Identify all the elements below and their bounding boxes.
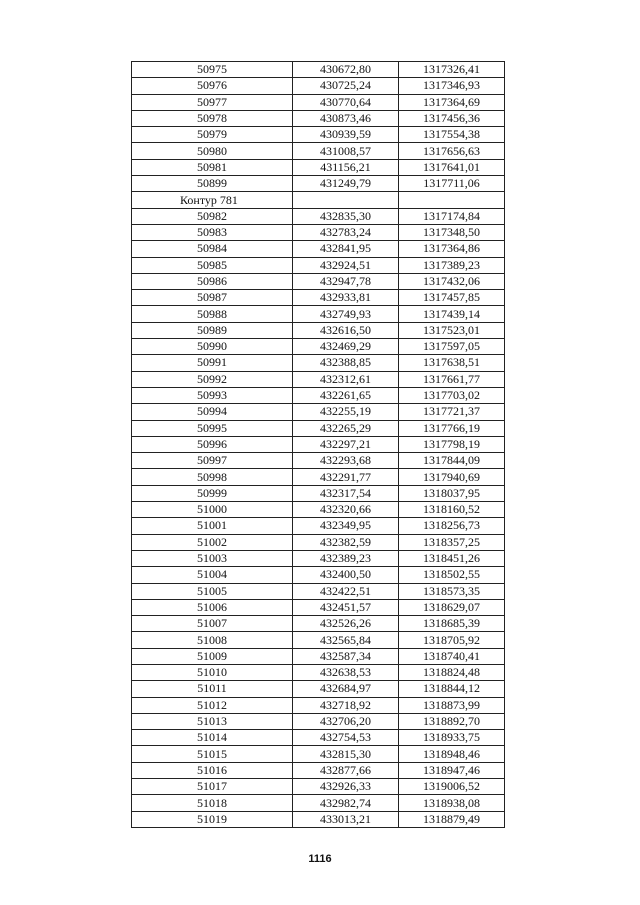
x-coordinate-cell: 432783,24: [293, 224, 399, 240]
table-row: [132, 599, 505, 615]
x-coordinate-cell: 432926,33: [293, 779, 399, 795]
x-coordinate-cell: 432924,51: [293, 257, 399, 273]
y-coordinate-cell: 1318160,52: [399, 502, 505, 518]
point-number-cell: 50980: [132, 143, 293, 159]
x-coordinate-cell: 432451,57: [293, 599, 399, 615]
x-coordinate-cell: 431156,21: [293, 159, 399, 175]
table-row: [132, 208, 505, 224]
y-coordinate-cell: 1317457,85: [399, 290, 505, 306]
coordinates-table-body: [132, 62, 505, 828]
y-coordinate-cell: 1317844,09: [399, 453, 505, 469]
table-row: [132, 143, 505, 159]
x-coordinate-cell: 432312,61: [293, 371, 399, 387]
table-row: [132, 453, 505, 469]
y-coordinate-cell: 1317597,05: [399, 339, 505, 355]
point-number-cell: 51005: [132, 583, 293, 599]
table-row: [132, 241, 505, 257]
x-coordinate-cell: 432265,29: [293, 420, 399, 436]
x-coordinate-cell: 432638,53: [293, 664, 399, 680]
y-coordinate-cell: 1318844,12: [399, 681, 505, 697]
x-coordinate-cell: 432388,85: [293, 355, 399, 371]
x-coordinate-cell: 432587,34: [293, 648, 399, 664]
table-row: [132, 257, 505, 273]
point-number-cell: 50992: [132, 371, 293, 387]
table-row: [132, 664, 505, 680]
x-coordinate-cell: 432382,59: [293, 534, 399, 550]
point-number-cell: 50985: [132, 257, 293, 273]
point-number-cell: 51011: [132, 681, 293, 697]
y-coordinate-cell: 1317346,93: [399, 78, 505, 94]
x-coordinate-cell: 432291,77: [293, 469, 399, 485]
point-number-cell: 51014: [132, 730, 293, 746]
point-number-cell: 51001: [132, 518, 293, 534]
table-row: [132, 697, 505, 713]
point-number-cell: 51002: [132, 534, 293, 550]
point-number-cell: 51019: [132, 811, 293, 827]
table-row: [132, 355, 505, 371]
x-coordinate-cell: 432749,93: [293, 306, 399, 322]
x-coordinate-cell: 432526,26: [293, 616, 399, 632]
table-row: [132, 62, 505, 78]
table-row: [132, 94, 505, 110]
point-number-cell: 50975: [132, 62, 293, 78]
table-row: [132, 176, 505, 192]
table-row: [132, 550, 505, 566]
point-number-cell: 50987: [132, 290, 293, 306]
point-number-cell: 50999: [132, 485, 293, 501]
y-coordinate-cell: 1317326,41: [399, 62, 505, 78]
point-number-cell: 50982: [132, 208, 293, 224]
x-coordinate-cell: 432422,51: [293, 583, 399, 599]
table-row: [132, 273, 505, 289]
table-row: [132, 290, 505, 306]
y-coordinate-cell: 1318573,35: [399, 583, 505, 599]
table-row: [132, 632, 505, 648]
y-coordinate-cell: 1317641,01: [399, 159, 505, 175]
x-coordinate-cell: 432293,68: [293, 453, 399, 469]
y-coordinate-cell: 1317348,50: [399, 224, 505, 240]
point-number-cell: 51009: [132, 648, 293, 664]
point-number-cell: 50994: [132, 404, 293, 420]
x-coordinate-cell: 432616,50: [293, 322, 399, 338]
empty-cell: [293, 192, 399, 208]
y-coordinate-cell: 1317364,69: [399, 94, 505, 110]
point-number-cell: 50977: [132, 94, 293, 110]
table-row: [132, 648, 505, 664]
x-coordinate-cell: 432947,78: [293, 273, 399, 289]
table-row: [132, 224, 505, 240]
x-coordinate-cell: 432706,20: [293, 713, 399, 729]
point-number-cell: 51000: [132, 502, 293, 518]
table-row: [132, 746, 505, 762]
y-coordinate-cell: 1317456,36: [399, 110, 505, 126]
x-coordinate-cell: 431008,57: [293, 143, 399, 159]
y-coordinate-cell: 1317766,19: [399, 420, 505, 436]
y-coordinate-cell: 1318933,75: [399, 730, 505, 746]
y-coordinate-cell: 1317439,14: [399, 306, 505, 322]
x-coordinate-cell: 432754,53: [293, 730, 399, 746]
point-number-cell: 50978: [132, 110, 293, 126]
table-row: [132, 518, 505, 534]
x-coordinate-cell: 430939,59: [293, 127, 399, 143]
table-row: [132, 713, 505, 729]
table-row: [132, 681, 505, 697]
point-number-cell: 50995: [132, 420, 293, 436]
x-coordinate-cell: 433013,21: [293, 811, 399, 827]
table-row: [132, 762, 505, 778]
x-coordinate-cell: 432297,21: [293, 436, 399, 452]
x-coordinate-cell: 432835,30: [293, 208, 399, 224]
y-coordinate-cell: 1318879,49: [399, 811, 505, 827]
table-row: [132, 387, 505, 403]
y-coordinate-cell: 1318451,26: [399, 550, 505, 566]
table-row: [132, 583, 505, 599]
point-number-cell: 50989: [132, 322, 293, 338]
x-coordinate-cell: 430672,80: [293, 62, 399, 78]
y-coordinate-cell: 1318824,48: [399, 664, 505, 680]
y-coordinate-cell: 1318256,73: [399, 518, 505, 534]
x-coordinate-cell: 432982,74: [293, 795, 399, 811]
point-number-cell: 50899: [132, 176, 293, 192]
table-row: [132, 420, 505, 436]
table-row: [132, 779, 505, 795]
point-number-cell: 50984: [132, 241, 293, 257]
y-coordinate-cell: 1317638,51: [399, 355, 505, 371]
point-number-cell: 51010: [132, 664, 293, 680]
point-number-cell: 50990: [132, 339, 293, 355]
x-coordinate-cell: 430770,64: [293, 94, 399, 110]
x-coordinate-cell: 432389,23: [293, 550, 399, 566]
y-coordinate-cell: 1318629,07: [399, 599, 505, 615]
table-row: [132, 616, 505, 632]
empty-cell: [399, 192, 505, 208]
point-number-cell: 50976: [132, 78, 293, 94]
table-row: [132, 811, 505, 827]
point-number-cell: 51004: [132, 567, 293, 583]
table-row: [132, 322, 505, 338]
point-number-cell: 51003: [132, 550, 293, 566]
x-coordinate-cell: 432877,66: [293, 762, 399, 778]
table-row: [132, 469, 505, 485]
y-coordinate-cell: 1318938,08: [399, 795, 505, 811]
table-row: [132, 404, 505, 420]
y-coordinate-cell: 1317940,69: [399, 469, 505, 485]
y-coordinate-cell: 1318892,70: [399, 713, 505, 729]
x-coordinate-cell: 430725,24: [293, 78, 399, 94]
point-number-cell: 51013: [132, 713, 293, 729]
y-coordinate-cell: 1318705,92: [399, 632, 505, 648]
table-row: [132, 567, 505, 583]
point-number-cell: 50993: [132, 387, 293, 403]
table-row: [132, 110, 505, 126]
point-number-cell: 50991: [132, 355, 293, 371]
y-coordinate-cell: 1317703,02: [399, 387, 505, 403]
x-coordinate-cell: 432400,50: [293, 567, 399, 583]
x-coordinate-cell: 432565,84: [293, 632, 399, 648]
y-coordinate-cell: 1318685,39: [399, 616, 505, 632]
x-coordinate-cell: 430873,46: [293, 110, 399, 126]
y-coordinate-cell: 1318037,95: [399, 485, 505, 501]
y-coordinate-cell: 1319006,52: [399, 779, 505, 795]
x-coordinate-cell: 431249,79: [293, 176, 399, 192]
point-number-cell: 50996: [132, 436, 293, 452]
y-coordinate-cell: 1318948,46: [399, 746, 505, 762]
x-coordinate-cell: 432718,92: [293, 697, 399, 713]
x-coordinate-cell: 432841,95: [293, 241, 399, 257]
table-row: [132, 795, 505, 811]
x-coordinate-cell: 432317,54: [293, 485, 399, 501]
y-coordinate-cell: 1317711,06: [399, 176, 505, 192]
point-number-cell: 50981: [132, 159, 293, 175]
table-row: [132, 306, 505, 322]
point-number-cell: 50998: [132, 469, 293, 485]
point-number-cell: 51012: [132, 697, 293, 713]
table-row: [132, 371, 505, 387]
y-coordinate-cell: 1317432,06: [399, 273, 505, 289]
point-number-cell: 50988: [132, 306, 293, 322]
y-coordinate-cell: 1318947,46: [399, 762, 505, 778]
point-number-cell: 51016: [132, 762, 293, 778]
point-number-cell: 51008: [132, 632, 293, 648]
y-coordinate-cell: 1317174,84: [399, 208, 505, 224]
table-row: [132, 159, 505, 175]
point-number-cell: 50986: [132, 273, 293, 289]
table-row: [132, 502, 505, 518]
table-row: [132, 485, 505, 501]
table-row: [132, 78, 505, 94]
page-number: 1116: [308, 853, 332, 865]
coordinates-table: [131, 61, 505, 828]
table-row: [132, 436, 505, 452]
y-coordinate-cell: 1318502,55: [399, 567, 505, 583]
x-coordinate-cell: 432815,30: [293, 746, 399, 762]
y-coordinate-cell: 1317721,37: [399, 404, 505, 420]
x-coordinate-cell: 432261,65: [293, 387, 399, 403]
y-coordinate-cell: 1318357,25: [399, 534, 505, 550]
x-coordinate-cell: 432684,97: [293, 681, 399, 697]
y-coordinate-cell: 1317523,01: [399, 322, 505, 338]
table-row: [132, 127, 505, 143]
point-number-cell: 51007: [132, 616, 293, 632]
x-coordinate-cell: 432349,95: [293, 518, 399, 534]
point-number-cell: 51006: [132, 599, 293, 615]
section-header-row: [132, 192, 505, 208]
x-coordinate-cell: 432320,66: [293, 502, 399, 518]
point-number-cell: 50997: [132, 453, 293, 469]
table-row: [132, 339, 505, 355]
table-row: [132, 730, 505, 746]
y-coordinate-cell: 1318740,41: [399, 648, 505, 664]
table-row: [132, 534, 505, 550]
y-coordinate-cell: 1317656,63: [399, 143, 505, 159]
y-coordinate-cell: 1317389,23: [399, 257, 505, 273]
point-number-cell: 50983: [132, 224, 293, 240]
point-number-cell: 51018: [132, 795, 293, 811]
x-coordinate-cell: 432933,81: [293, 290, 399, 306]
y-coordinate-cell: 1317661,77: [399, 371, 505, 387]
y-coordinate-cell: 1317798,19: [399, 436, 505, 452]
section-label: Контур 781: [132, 192, 293, 208]
x-coordinate-cell: 432469,29: [293, 339, 399, 355]
x-coordinate-cell: 432255,19: [293, 404, 399, 420]
y-coordinate-cell: 1318873,99: [399, 697, 505, 713]
point-number-cell: 50979: [132, 127, 293, 143]
y-coordinate-cell: 1317364,86: [399, 241, 505, 257]
point-number-cell: 51015: [132, 746, 293, 762]
point-number-cell: 51017: [132, 779, 293, 795]
y-coordinate-cell: 1317554,38: [399, 127, 505, 143]
